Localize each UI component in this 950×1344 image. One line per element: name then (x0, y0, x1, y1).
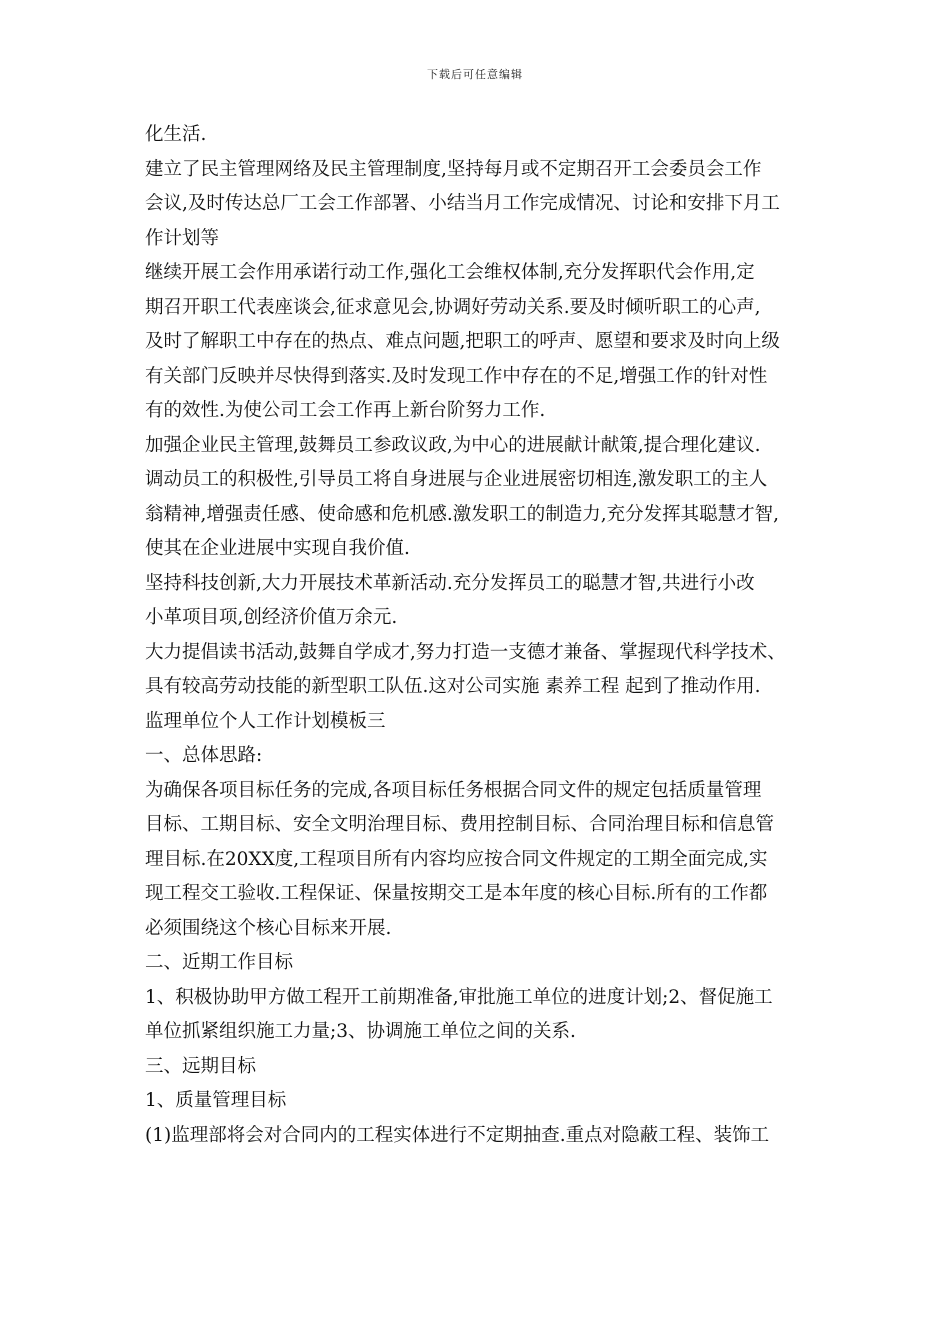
text-line: 现工程交工验收.工程保证、保量按期交工是本年度的核心目标.所有的工作都 (145, 883, 768, 904)
text-line: 使其在企业进展中实现自我价值. (145, 538, 410, 559)
text-line: 建立了民主管理网络及民主管理制度,坚持每月或不定期召开工会委员会工作 (145, 158, 762, 180)
text-line: 化生活. (145, 124, 207, 145)
text-line: 理目标.在20XX度,工程项目所有内容均应按合同文件规定的工期全面完成,实 (145, 848, 768, 870)
text-line: 小革项目项,创经济价值万余元. (145, 607, 398, 628)
text-line: 加强企业民主管理,鼓舞员工参政议政,为中心的进展献计献策,提合理化建议. (145, 434, 761, 456)
text-line: 1、质量管理目标 (145, 1090, 287, 1111)
text-line: 期召开职工代表座谈会,征求意见会,协调好劳动关系.要及时倾听职工的心声, (145, 296, 761, 318)
text-line: 继续开展工会作用承诺行动工作,强化工会维权体制,充分发挥职代会作用,定 (145, 262, 755, 283)
text-line: 1、积极协助甲方做工程开工前期准备,审批施工单位的进度计划;2、督促施工 (145, 986, 773, 1008)
text-line: 有关部门反映并尽快得到落实.及时发现工作中存在的不足,增强工作的针对性 (145, 365, 768, 387)
text-line: 必须围绕这个核心目标来开展. (145, 917, 392, 939)
text-line: 有的效性.为使公司工会工作再上新台阶努力工作. (145, 400, 546, 421)
text-line: 具有较高劳动技能的新型职工队伍.这对公司实施 素养工程 起到了推动作用. (145, 676, 761, 697)
text-line: 翁精神,增强责任感、使命感和危机感.激发职工的制造力,充分发挥其聪慧才智, (145, 503, 780, 525)
text-line: 一、总体思路: (145, 745, 263, 766)
text-line: 三、远期目标 (145, 1055, 257, 1077)
text-line: 为确保各项目标任务的完成,各项目标任务根据合同文件的规定包括质量管理 (145, 779, 762, 801)
text-line: 会议,及时传达总厂工会工作部署、小结当月工作完成情况、讨论和安排下月工 (145, 193, 780, 214)
text-line: 调动员工的积极性,引导员工将自身进展与企业进展密切相连,激发职工的主人 (145, 469, 768, 490)
text-line: 二、近期工作目标 (145, 952, 294, 973)
text-line: 监理单位个人工作计划模板三 (145, 710, 386, 732)
text-line: 及时了解职工中存在的热点、难点问题,把职工的呼声、愿望和要求及时向上级 (145, 331, 780, 352)
text-line: 目标、工期目标、安全文明治理目标、费用控制目标、合同治理目标和信息管 (145, 814, 775, 835)
text-line: 坚持科技创新,大力开展技术革新活动.充分发挥员工的聪慧才智,共进行小改 (145, 572, 755, 594)
text-line: (1)监理部将会对合同内的工程实体进行不定期抽查.重点对隐蔽工程、装饰工 (145, 1124, 770, 1146)
document-body (145, 118, 825, 1153)
page-header: 下载后可任意编辑 (427, 68, 523, 81)
text-line: 单位抓紧组织施工力量;3、协调施工单位之间的关系. (145, 1021, 576, 1042)
text-line: 大力提倡读书活动,鼓舞自学成才,努力打造一支德才兼备、掌握现代科学技术、 (145, 641, 786, 663)
text-line: 作计划等 (145, 227, 220, 249)
